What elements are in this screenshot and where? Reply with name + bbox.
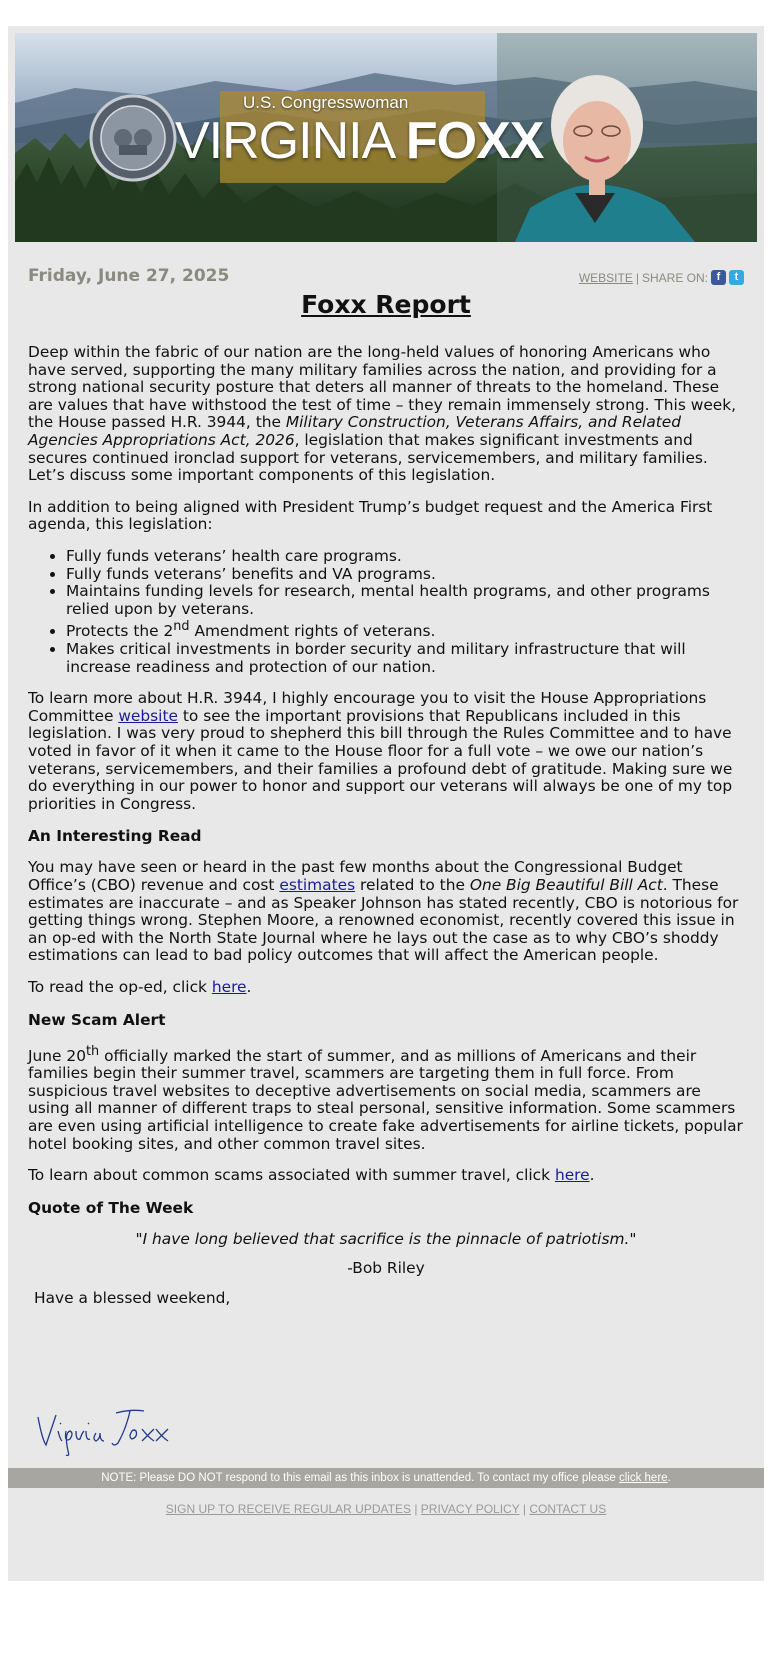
intro-paragraph: Deep within the fabric of our nation are the long-held values of honoring Americans who have served, supporting the many military families across the nation, and providing for a strong national security posture that deters all manner of threats to the homeland. These are values that have withstood the test of time – they remain immensely strong. This week, the House passed H.R. 3944, the Military Construction, Veterans Affairs, and Related Agencies Appropriations Act, 2026, legislation that makes significant investments and secures continued ironclad support for veterans, servicemembers, and military families. Let’s discuss some important components of this legislation.: [28, 343, 737, 485]
unattended-inbox-notice: NOTE: Please DO NOT respond to this email as this inbox is unattended. To contact my office please click here.: [8, 1468, 764, 1488]
banner-last-name: FOXX: [405, 112, 544, 170]
issue-date: Friday, June 27, 2025: [28, 266, 230, 286]
list-item: • Makes critical investments in border security and military infrastructure that will increase readiness and protection of our nation.: [66, 641, 744, 676]
banner-subtitle: U.S. Congresswoman: [243, 93, 409, 112]
list-item: • Fully funds veterans’ health care programs.: [66, 548, 744, 566]
learn-more-paragraph: To learn more about H.R. 3944, I highly encourage you to visit the House Appropriations Committee website to see the important provisions that Republicans included in this legislation. I was very proud to shepherd this bill through the Rules Committee and to have voted in favor of it when it came to the House floor for a full vote – we owe our nation’s veterans, servicemembers, and their families a profound debt of gratitude. Making sure we do everything in our power to honor and support our veterans will always be one of my top priorities in Congress.: [28, 689, 733, 813]
appropriations-website-link[interactable]: website: [118, 706, 178, 725]
privacy-policy-link[interactable]: PRIVACY POLICY: [420, 1502, 520, 1516]
email-sheet: [8, 26, 764, 1581]
twitter-icon[interactable]: t: [729, 270, 744, 285]
legislation-list: [28, 548, 744, 676]
op-ed-paragraph: To read the op-ed, click here.: [28, 977, 252, 996]
section-heading-scam-alert: New Scam Alert: [28, 1010, 166, 1029]
facebook-icon[interactable]: f: [711, 270, 726, 285]
scam-paragraph: June 20th officially marked the start of summer, and as millions of Americans and their families begin their summer travel, scammers are targeting them in full force. From suspicious travel websites to deceptive advertisements on social media, scammers are using all manner of different traps to steal personal, sensitive information. Some scammers are even using artificial intelligence to create fake advertisements for airline tickets, popular hotel booking sites, and other common travel sites.: [28, 1043, 743, 1153]
newsletter-body: [28, 344, 744, 1322]
list-item: • Protects the 2nd Amendment rights of veterans.: [66, 618, 744, 641]
nc-state-seal-icon: [91, 96, 175, 180]
legislation-intro: In addition to being aligned with President Trump’s budget request and the America First agenda, this legislation:: [28, 497, 713, 534]
header-banner: [15, 33, 757, 242]
quote-text: "I have long believed that sacrifice is the pinnacle of patriotism.": [135, 1229, 637, 1248]
closing-line: Have a blessed weekend,: [34, 1289, 231, 1307]
share-bar: [579, 270, 744, 285]
estimates-link[interactable]: estimates: [279, 875, 356, 894]
quote-author: -Bob Riley: [347, 1259, 425, 1278]
list-item: • Maintains funding levels for research, mental health programs, and other programs relied upon by veterans.: [66, 583, 744, 618]
cbo-paragraph: You may have seen or heard in the past few months about the Congressional Budget Office’s (CBO) revenue and cost estimates related to the One Big Beautiful Bill Act. These estimates are inaccurate – and as Speaker Johnson has stated recently, CBO is notorious for getting things wrong. Stephen Moore, a renowned economist, recently covered this issue in an op-ed with the North State Journal where he lays out the case as to why CBO’s shoddy estimations can lead to bad policy outcomes that will affect the American people.: [28, 858, 739, 965]
contact-us-link[interactable]: CONTACT US: [529, 1502, 607, 1516]
scam-info-link[interactable]: here: [554, 1166, 590, 1185]
footer-links: SIGN UP TO RECEIVE REGULAR UPDATES | PRIVACY POLICY | CONTACT US: [165, 1502, 607, 1516]
contact-office-link[interactable]: click here: [618, 1472, 668, 1484]
handwritten-signature: [34, 1403, 174, 1459]
share-separator: |: [635, 270, 639, 285]
share-label: SHARE ON:: [641, 270, 708, 285]
section-heading-interesting-read: An Interesting Read: [28, 827, 202, 846]
section-heading-quote: Quote of The Week: [28, 1198, 194, 1217]
website-link[interactable]: WEBSITE: [578, 270, 633, 285]
list-item: • Fully funds veterans’ benefits and VA programs.: [66, 566, 744, 584]
signup-link[interactable]: SIGN UP TO RECEIVE REGULAR UPDATES: [165, 1502, 411, 1516]
banner-name: [175, 111, 544, 171]
signature-image: [34, 1403, 174, 1459]
bill-name: Military Construction, Veterans Affairs, and Related Agencies Appropriations Act, 2026: [28, 413, 682, 449]
banner-first-name: VIRGINIA: [175, 112, 393, 170]
scam-link-paragraph: To learn about common scams associated with summer travel, click here.: [28, 1166, 595, 1185]
op-ed-link[interactable]: here: [211, 977, 247, 996]
page-title: Foxx Report: [301, 290, 471, 319]
